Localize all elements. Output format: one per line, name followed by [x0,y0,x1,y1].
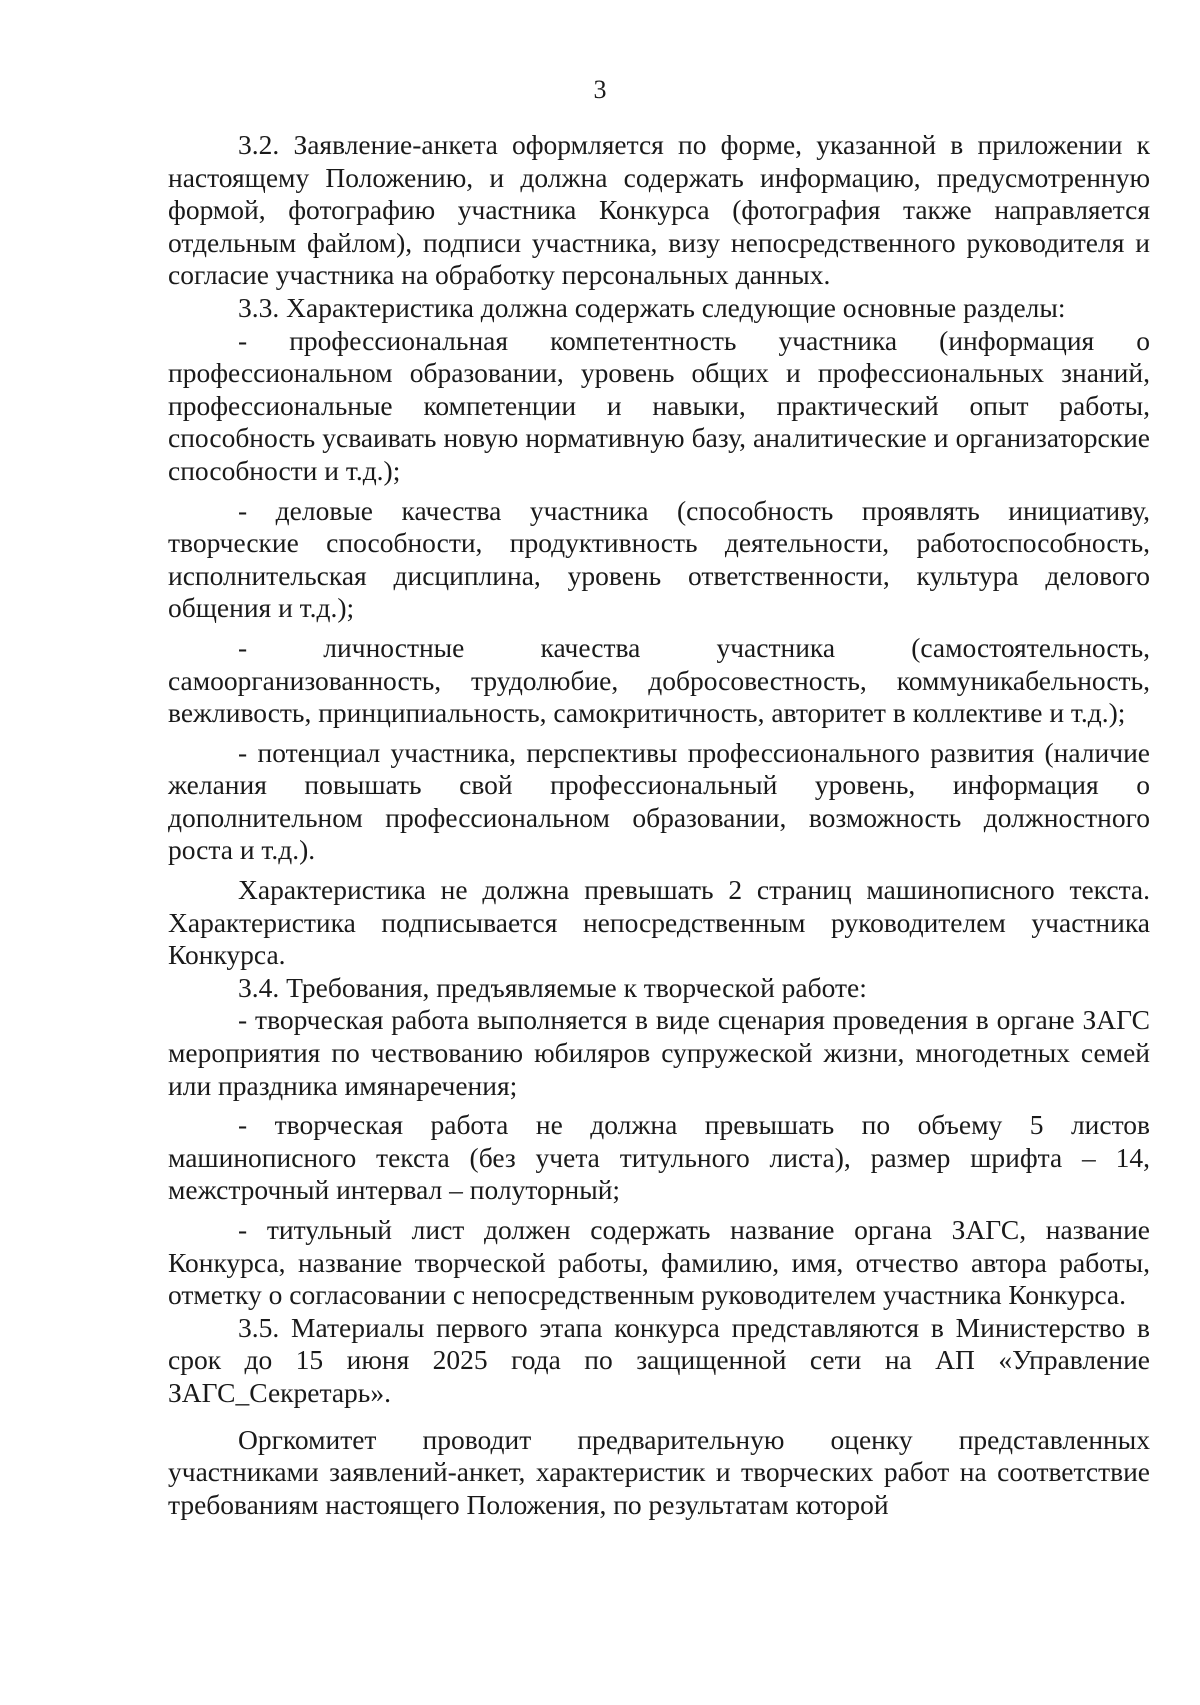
list-item-creative-work-format: - творческая работа выполняется в виде сценария проведения в органе ЗАГС мероприятия по чествованию юбиляров супружеской жизни, многодетных семей или праздника имянаречения; [168,1004,1150,1101]
list-item-business-qualities: - деловые качества участника (способность проявлять инициативу, творческие способности, продуктивность деятельности, работоспособность, исполнительская дисциплина, уровень ответственности, культура делового общения и т.д.); [168,494,1150,624]
document-body [168,129,1150,1521]
paragraph-characteristic-limits: Характеристика не должна превышать 2 страниц машинописного текста. Характеристика подписывается непосредственным руководителем участника Конкурса. [168,874,1150,971]
page-number: 3 [593,75,607,104]
paragraph-3-5: 3.5. Материалы первого этапа конкурса представляются в Министерство в срок до 15 июня 2025 года по защищенной сети на АП «Управление ЗАГС_Секретарь». [168,1311,1150,1408]
list-item-creative-work-volume: - творческая работа не должна превышать по объему 5 листов машинописного текста (без учета титульного листа), размер шрифта – 14, межстрочный интервал – полуторный; [168,1109,1150,1206]
paragraph-3-3: 3.3. Характеристика должна содержать следующие основные разделы: [238,291,1066,323]
list-item-professional-competence: - профессиональная компетентность участника (информация о профессиональном образовании, уровень общих и профессиональных знаний, профессиональные компетенции и навыки, практический опыт работы, способность усваивать новую нормативную базу, аналитические и организаторские способности и т.д.); [168,324,1150,486]
paragraph-orgcommittee: Оргкомитет проводит предварительную оценку представленных участниками заявлений-анкет, характеристик и творческих работ на соответствие требованиям настоящего Положения, по результатам которой [168,1423,1150,1520]
paragraph-3-2: 3.2. Заявление-анкета оформляется по форме, указанной в приложении к настоящему Положению, и должна содержать информацию, предусмотренную формой, фотографию участника Конкурса (фотография также направляется отдельным файлом), подписи участника, визу непосредственного руководителя и согласие участника на обработку персональных данных. [168,129,1150,291]
paragraph-3-4: 3.4. Требования, предъявляемые к творческой работе: [238,971,867,1003]
list-item-potential: - потенциал участника, перспективы профессионального развития (наличие желания повышать свой профессиональный уровень, информация о дополнительном профессиональном образовании, возможность должностного роста и т.д.). [168,736,1150,866]
list-item-personal-qualities: - личностные качества участника (самостоятельность, самоорганизованность, трудолюбие, добросовестность, коммуникабельность, вежливость, принципиальность, самокритичность, авторитет в коллективе и т.д.); [168,631,1150,729]
list-item-title-page: - титульный лист должен содержать название органа ЗАГС, название Конкурса, название творческой работы, фамилию, имя, отчество автора работы, отметку о согласовании с непосредственным руководителем участника Конкурса. [168,1214,1150,1311]
